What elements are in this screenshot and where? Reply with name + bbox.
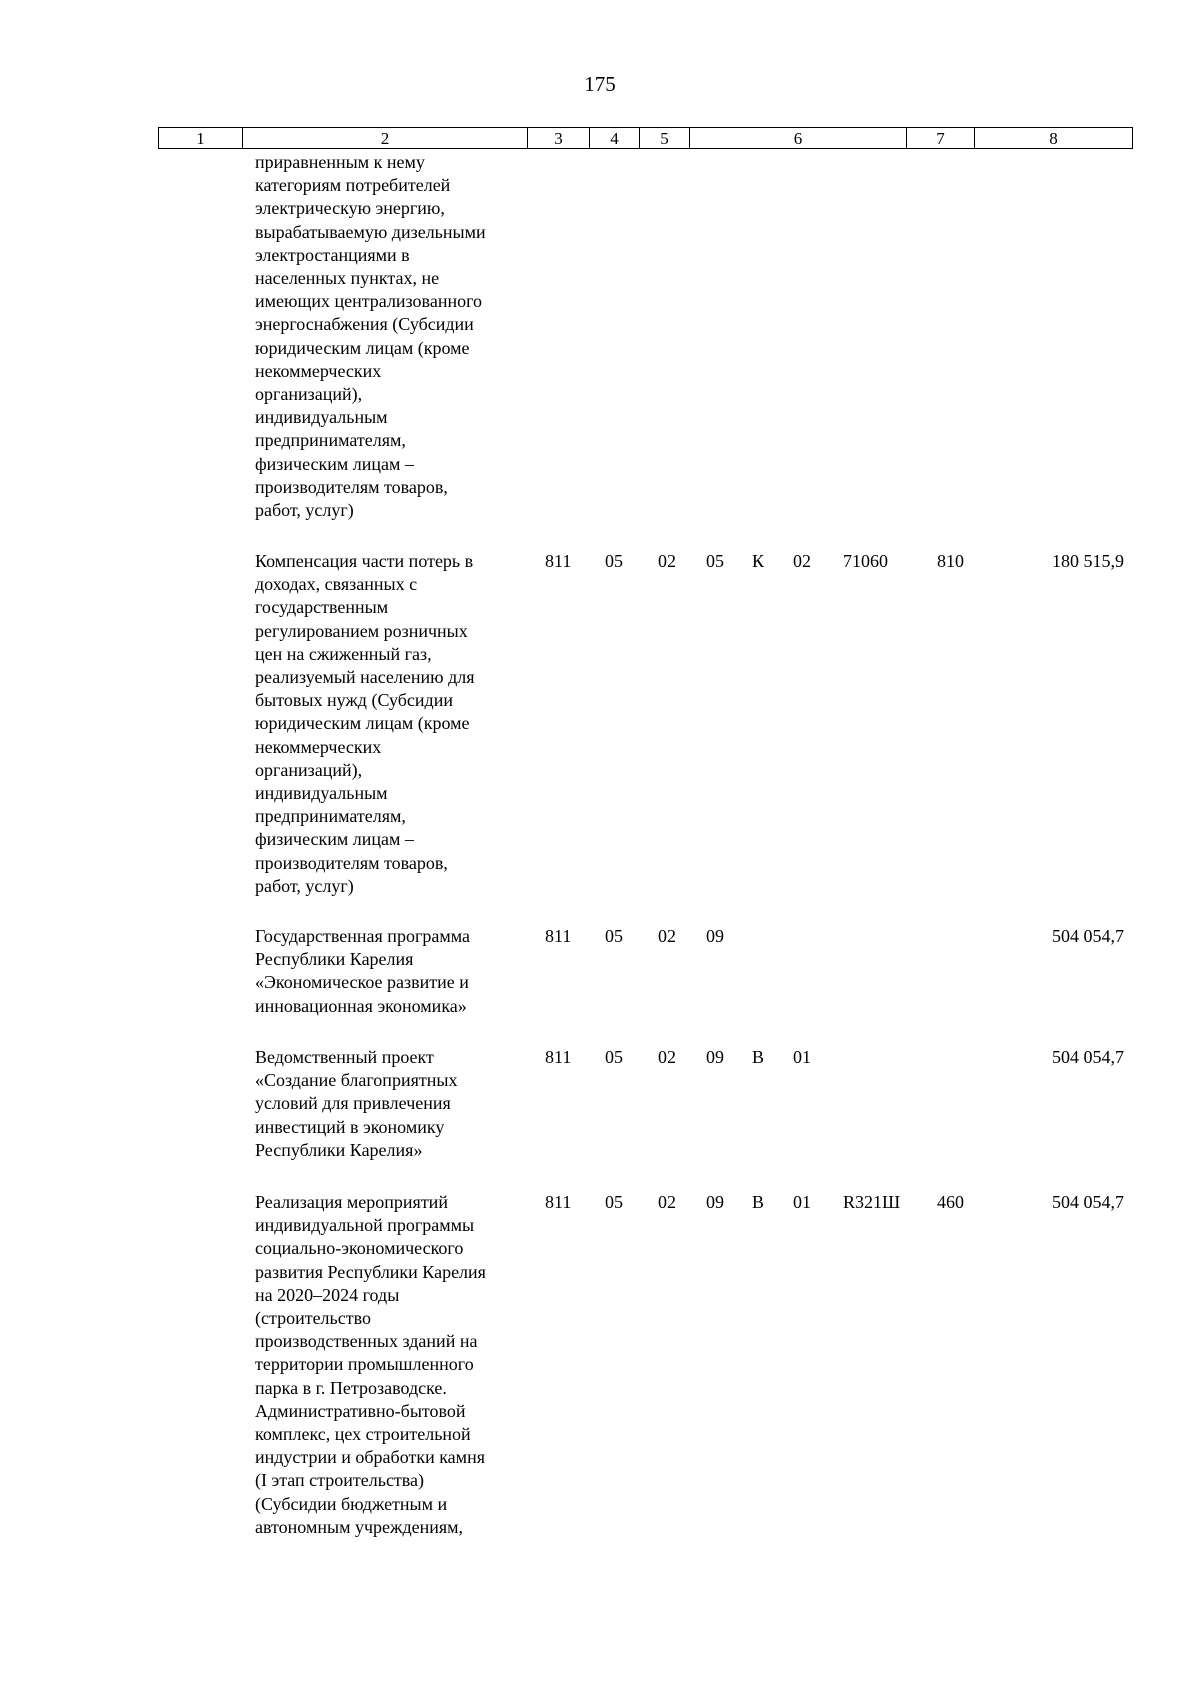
code-col-3: 811: [545, 1047, 572, 1067]
code-col-4: 05: [605, 551, 623, 571]
header-col-3: 3: [528, 127, 590, 149]
header-col-1: 1: [158, 127, 243, 149]
code-col-6-subprogram: В: [752, 1047, 765, 1067]
description-line: доходах, связанных с: [255, 574, 418, 595]
code-col-3: 811: [545, 551, 572, 571]
description-line: юридическим лицам (кроме: [255, 337, 470, 358]
code-col-6-program: 09: [706, 1192, 724, 1212]
row-description: [255, 1046, 520, 1162]
description-line: государственным: [255, 597, 389, 618]
code-col-5: 02: [658, 1192, 676, 1212]
description-line: «Создание благоприятных: [255, 1070, 458, 1091]
description-line: приравненным к нему: [255, 152, 425, 172]
description-line: регулированием розничных: [255, 620, 468, 641]
page-number: 175: [584, 72, 616, 96]
description-line: (Субсидии бюджетным и: [255, 1493, 448, 1514]
description-line: социально-экономического: [255, 1238, 464, 1259]
amount: 180 515,9: [1052, 551, 1124, 571]
description-line: индивидуальным: [255, 407, 388, 428]
description-line: на 2020–2024 годы: [255, 1284, 400, 1305]
code-col-6-program: 09: [706, 926, 724, 946]
description-line: индивидуальной программы: [255, 1215, 475, 1236]
description-line: реализуемый населению для: [255, 667, 475, 688]
description-line: Реализация мероприятий: [255, 1192, 448, 1212]
code-col-6-project: 01: [793, 1192, 811, 1212]
row-description: [255, 550, 520, 898]
description-line: Республики Карелия: [255, 949, 414, 970]
description-line: цен на сжиженный газ,: [255, 643, 432, 664]
description-line: физическим лицам –: [255, 829, 414, 850]
description-line: «Экономическое развитие и: [255, 972, 469, 993]
description-line: юридическим лицам (кроме: [255, 713, 470, 734]
description-line: некоммерческих: [255, 360, 382, 381]
description-line: электростанциями в: [255, 244, 410, 265]
code-col-3: 811: [545, 926, 572, 946]
description-line: инвестиций в экономику: [255, 1116, 445, 1137]
amount: 504 054,7: [1052, 926, 1124, 946]
description-line: индустрии и обработки камня: [255, 1447, 485, 1468]
code-col-5: 02: [658, 551, 676, 571]
description-line: производителям товаров,: [255, 476, 448, 497]
description-line: производственных зданий на: [255, 1331, 478, 1352]
code-col-3: 811: [545, 1192, 572, 1212]
code-col-6-program: 05: [706, 551, 724, 571]
code-col-4: 05: [605, 926, 623, 946]
description-line: (строительство: [255, 1308, 371, 1329]
row-description: [255, 151, 520, 522]
code-col-6-direction: R321Ш: [843, 1192, 901, 1212]
description-line: населенных пунктах, не: [255, 268, 440, 289]
description-line: электрическую энергию,: [255, 198, 445, 219]
description-line: предпринимателям,: [255, 806, 406, 827]
code-col-7: 460: [937, 1192, 964, 1212]
row-description: [255, 925, 520, 1018]
description-line: вырабатываемую дизельными: [255, 221, 486, 242]
code-col-4: 05: [605, 1192, 623, 1212]
description-line: производителям товаров,: [255, 852, 448, 873]
description-line: имеющих централизованного: [255, 291, 483, 312]
description-line: Республики Карелия»: [255, 1139, 423, 1160]
description-line: условий для привлечения: [255, 1093, 451, 1114]
description-line: автономным учреждениям,: [255, 1516, 464, 1537]
description-line: Административно-бытовой: [255, 1400, 466, 1421]
description-line: работ, услуг): [255, 500, 354, 521]
header-col-4: 4: [590, 127, 640, 149]
code-col-6-direction: 71060: [843, 551, 888, 571]
description-line: (I этап строительства): [255, 1470, 425, 1491]
code-col-6-subprogram: В: [752, 1192, 765, 1212]
code-col-6-program: 09: [706, 1047, 724, 1067]
code-col-6-project: 01: [793, 1047, 811, 1067]
description-line: предпринимателям,: [255, 430, 406, 451]
header-col-8: 8: [975, 127, 1133, 149]
description-line: территории промышленного: [255, 1354, 474, 1375]
description-line: парка в г. Петрозаводске.: [255, 1377, 447, 1398]
code-col-5: 02: [658, 1047, 676, 1067]
description-line: бытовых нужд (Субсидии: [255, 690, 453, 711]
amount: 504 054,7: [1052, 1192, 1124, 1212]
description-line: Компенсация части потерь в: [255, 551, 474, 571]
header-col-5: 5: [640, 127, 690, 149]
code-col-5: 02: [658, 926, 676, 946]
table-header: [158, 127, 1133, 151]
description-line: развития Республики Карелия: [255, 1261, 486, 1282]
description-line: организаций),: [255, 384, 363, 405]
description-line: физическим лицам –: [255, 453, 414, 474]
description-line: категориям потребителей: [255, 175, 451, 196]
description-line: организаций),: [255, 759, 363, 780]
description-line: энергоснабжения (Субсидии: [255, 314, 474, 335]
code-col-4: 05: [605, 1047, 623, 1067]
code-col-7: 810: [937, 551, 964, 571]
code-col-6-subprogram: К: [752, 551, 765, 571]
description-line: работ, услуг): [255, 875, 354, 896]
description-line: комплекс, цех строительной: [255, 1424, 471, 1445]
header-col-6: 6: [690, 127, 907, 149]
code-col-6-project: 02: [793, 551, 811, 571]
header-col-2: 2: [243, 127, 528, 149]
description-line: Ведомственный проект: [255, 1047, 434, 1067]
row-description: [255, 1191, 520, 1539]
description-line: некоммерческих: [255, 736, 382, 757]
description-line: индивидуальным: [255, 783, 388, 804]
description-line: Государственная программа: [255, 926, 470, 946]
description-line: инновационная экономика»: [255, 995, 467, 1016]
header-col-7: 7: [907, 127, 975, 149]
amount: 504 054,7: [1052, 1047, 1124, 1067]
